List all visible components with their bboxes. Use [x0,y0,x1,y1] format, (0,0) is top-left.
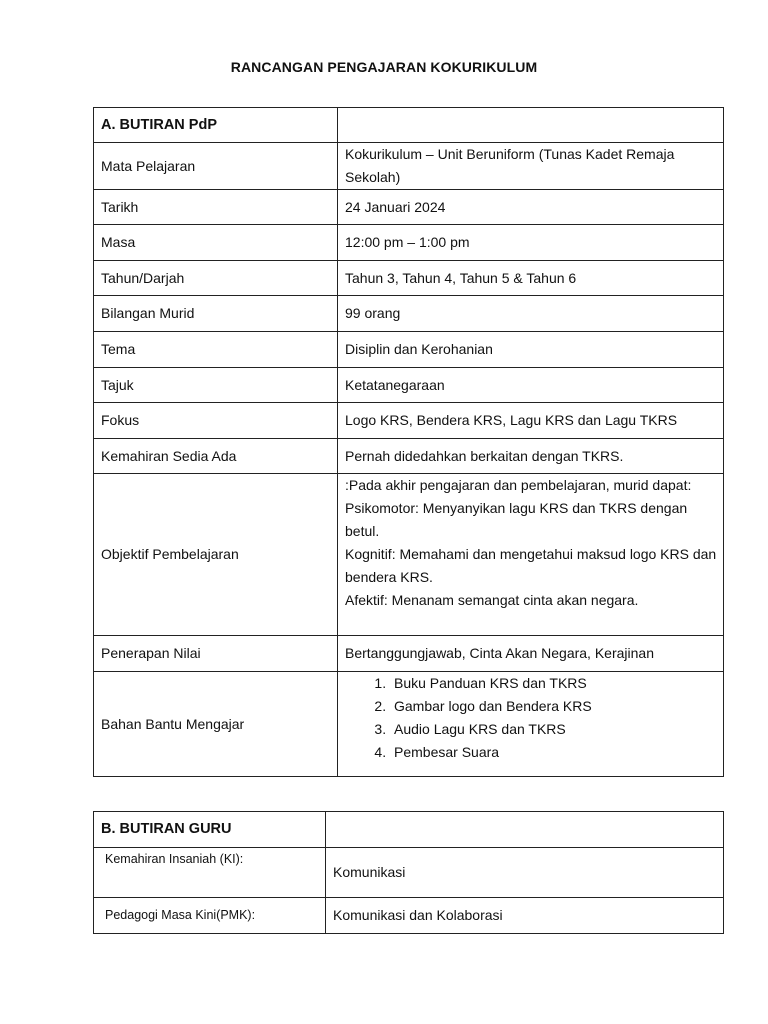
table-row [94,848,724,898]
table-row [94,296,724,332]
table-row [94,143,724,190]
objektif-intro: :Pada akhir pengajaran dan pembelajaran, murid dapat: [345,477,692,493]
table-butiran-pdp [93,107,724,777]
row-label-tema: Tema [94,332,338,368]
list-item: 4. Pembesar Suara [390,741,723,764]
objektif-afektif: Afektif: Menanam semangat cinta akan negara. [345,592,639,608]
table-row [94,368,724,403]
row-value-masa: 12:00 pm – 1:00 pm [338,225,724,261]
row-value-ki: Komunikasi [326,848,724,898]
objektif-psikomotor: Psikomotor: Menyanyikan lagu KRS dan TKRS dengan betul. [345,500,688,539]
row-value-pmk: Komunikasi dan Kolaborasi [326,898,724,934]
table-row [94,672,724,777]
row-label-mata-pelajaran: Mata Pelajaran [94,143,338,190]
row-value-objektif [338,474,724,636]
row-label-kemahiran: Kemahiran Sedia Ada [94,439,338,474]
row-label-ki: Kemahiran Insaniah (KI): [94,848,326,898]
table-row [94,403,724,439]
section-a-header: A. BUTIRAN PdP [94,108,338,143]
table-row [94,108,724,143]
list-item: 3. Audio Lagu KRS dan TKRS [390,718,723,741]
table-row [94,636,724,672]
row-label-masa: Masa [94,225,338,261]
empty-cell [338,108,724,143]
row-value-tahun: Tahun 3, Tahun 4, Tahun 5 & Tahun 6 [338,261,724,296]
row-value-bahan [338,672,724,777]
row-value-tajuk: Ketatanegaraan [338,368,724,403]
row-label-tarikh: Tarikh [94,190,338,225]
table-row [94,261,724,296]
table-row [94,190,724,225]
row-value-tarikh: 24 Januari 2024 [338,190,724,225]
section-b-header: B. BUTIRAN GURU [94,812,326,848]
row-label-bahan: Bahan Bantu Mengajar [94,672,338,777]
table-row [94,332,724,368]
objektif-kognitif: Kognitif: Memahami dan mengetahui maksud logo KRS dan bendera KRS. [345,546,717,585]
table-row [94,439,724,474]
row-label-objektif: Objektif Pembelajaran [94,474,338,636]
empty-cell [326,812,724,848]
row-value-mata-pelajaran: Kokurikulum – Unit Beruniform (Tunas Kadet Remaja Sekolah) [338,143,724,190]
row-label-tajuk: Tajuk [94,368,338,403]
row-label-tahun: Tahun/Darjah [94,261,338,296]
row-label-pmk: Pedagogi Masa Kini(PMK): [94,898,326,934]
row-value-bilangan: 99 orang [338,296,724,332]
row-value-fokus: Logo KRS, Bendera KRS, Lagu KRS dan Lagu TKRS [338,403,724,439]
list-item: 1. Buku Panduan KRS dan TKRS [390,672,723,695]
row-value-tema: Disiplin dan Kerohanian [338,332,724,368]
bahan-list [345,672,723,764]
table-row [94,474,724,636]
row-label-bilangan: Bilangan Murid [94,296,338,332]
row-label-penerapan: Penerapan Nilai [94,636,338,672]
document-title: RANCANGAN PENGAJARAN KOKURIKULUM [230,59,538,75]
row-value-penerapan: Bertanggungjawab, Cinta Akan Negara, Kerajinan [338,636,724,672]
row-value-kemahiran: Pernah didedahkan berkaitan dengan TKRS. [338,439,724,474]
table-row [94,225,724,261]
table-row [94,812,724,848]
list-item: 2. Gambar logo dan Bendera KRS [390,695,723,718]
table-row [94,898,724,934]
row-label-fokus: Fokus [94,403,338,439]
table-butiran-guru [93,811,724,934]
